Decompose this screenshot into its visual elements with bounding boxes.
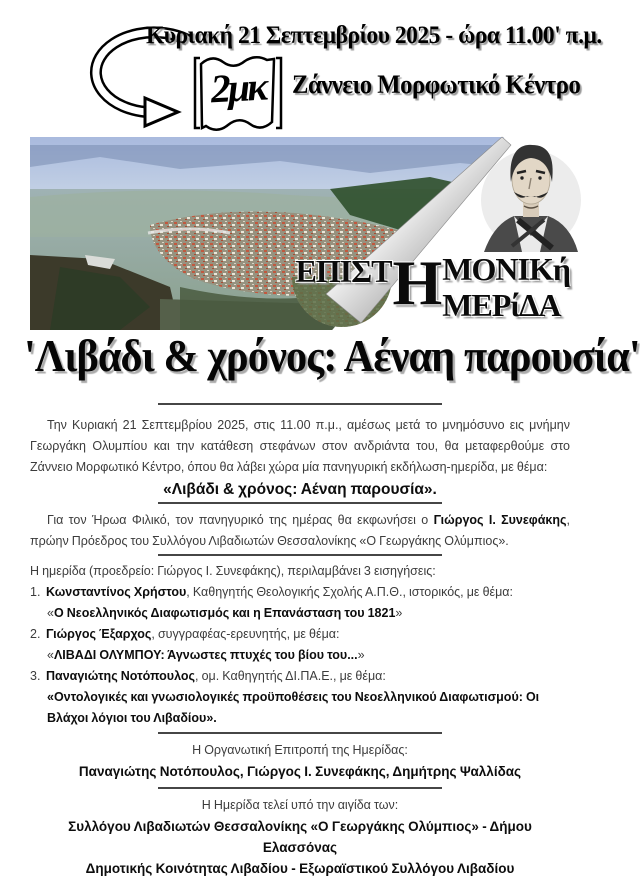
- speech-paragraph: [30, 510, 570, 552]
- agenda-item-theme-line: [30, 687, 570, 729]
- event-datetime: Κυριακή 21 Σεπτεμβρίου 2025 - ώρα 11.00' π.μ.: [146, 22, 602, 49]
- organization-name: Ζάννειο Μορφωτικό Κέντρο: [292, 70, 581, 99]
- event-type-part-bottom: ΜΕΡίΔΑ: [442, 287, 561, 323]
- auspices-line-2: Δημοτικής Κοινότητας Λιβαδίου - Εξωραϊστικού Συλλόγου Λιβαδίου: [85, 861, 515, 876]
- agenda-item-speaker-line: [30, 582, 570, 603]
- agenda-item-2: [30, 624, 570, 666]
- agenda-speaker-role: , συγγραφέας-ερευνητής, με θέμα:: [151, 627, 340, 641]
- quote-close: »: [357, 648, 365, 662]
- divider: [158, 554, 442, 556]
- agenda-speaker-name: Παναγιώτης Νοτόπουλος: [46, 669, 196, 683]
- divider: [158, 732, 442, 734]
- speech-text-after: , πρώην Πρόεδρος του Συλλόγου Λιβαδιωτών Θεσσαλονίκης «Ο Γεωργάκης Ολύμπιος».: [30, 513, 570, 548]
- agenda-item-1: [30, 582, 570, 624]
- agenda-item-number: 3.: [30, 669, 41, 683]
- quote-close: »: [395, 606, 403, 620]
- divider: [158, 787, 442, 789]
- auspices-line-1: Συλλόγου Λιβαδιωτών Θεσσαλονίκης «Ο Γεωργάκης Ολύμπιος» - Δήμου Ελασσόνας: [68, 819, 532, 855]
- agenda-item-3: [30, 666, 570, 729]
- quote-open: «: [47, 648, 54, 662]
- speaker-name: Γιώργος Ι. Συνεφάκης: [433, 513, 567, 527]
- committee-members: Παναγιώτης Νοτόπουλος, Γιώργος Ι. Συνεφάκης, Δημήτρης Ψαλλίδας: [78, 764, 522, 779]
- agenda-speaker-role: , ομ. Καθηγητής ΔΙ.ΠΑ.Ε., με θέμα:: [195, 669, 386, 683]
- agenda-item-theme: ΛΙΒΑΔΙ ΟΛΥΜΠΟΥ: Άγνωστες πτυχές του βίου του...: [53, 648, 358, 662]
- agenda-item-number: 1.: [30, 585, 41, 599]
- agenda-item-theme-line: [30, 603, 570, 624]
- event-theme: «Λιβάδι & χρόνος: Αέναη παρουσία».: [163, 481, 437, 498]
- poster-body: [30, 401, 570, 879]
- zmk-logo-text: 2μκ: [209, 63, 267, 112]
- event-type-part-left: ΕΠΙΣΤ: [295, 253, 392, 289]
- zmk-logo: [192, 52, 284, 138]
- agenda-item-theme: «Οντολογικές και γνωσιολογικές προϋποθέσεις του Νεοελληνικού Διαφωτισμού: Οι Βλάχοι λόγιοι του Λιβαδίου».: [47, 690, 540, 725]
- event-type-label: [295, 247, 570, 323]
- agenda-item-number: 2.: [30, 627, 41, 641]
- speech-text-before: Για τον Ήρωα Φιλικό, τον πανηγυρικό της ημέρας θα εκφωνήσει ο: [47, 513, 434, 527]
- agenda-item-theme: Ο Νεοελληνικός Διαφωτισμός και η Επανάσταση του 1821: [53, 606, 396, 620]
- agenda-heading: Η ημερίδα (προεδρείο: Γιώργος Ι. Συνεφάκης), περιλαμβάνει 3 εισηγήσεις:: [30, 564, 436, 578]
- agenda-speaker-name: Γιώργος Έξαρχος: [46, 627, 152, 641]
- divider: [158, 403, 442, 405]
- event-type-big-letter: Η: [392, 247, 442, 318]
- agenda-item-speaker-line: [30, 624, 570, 645]
- agenda-speaker-role: , Καθηγητής Θεολογικής Σχολής Α.Π.Θ., ιστορικός, με θέμα:: [186, 585, 513, 599]
- agenda-item-speaker-line: [30, 666, 570, 687]
- georgakis-olympios-portrait: [478, 140, 584, 252]
- quote-open: «: [47, 606, 54, 620]
- photo-banner: [30, 137, 570, 330]
- auspices-heading: Η Ημερίδα τελεί υπό την αιγίδα των:: [201, 798, 399, 812]
- agenda-item-theme-line: [30, 645, 570, 666]
- divider: [158, 502, 442, 504]
- committee-heading: Η Οργανωτική Επιτροπή της Ημερίδας:: [192, 743, 408, 757]
- event-type-part-top: ΜΟΝΙΚή: [442, 251, 570, 287]
- agenda-speaker-name: Κωνσταντίνος Χρήστου: [46, 585, 187, 599]
- poster-title: 'Λιβάδι & χρόνος: Αέναη παρουσία': [24, 330, 640, 381]
- intro-paragraph: Την Κυριακή 21 Σεπτεμβρίου 2025, στις 11.00 π.μ., αμέσως μετά το μνημόσυνο εις μνήμην Γεωργάκη Ολυμπίου και την κατάθεση στεφάνων στον ανδριάντα του, θα μεταφερθούμε στο Ζάννειο Μορφωτικό Κέντρο, όπου θα λάβει χώρα μία πανηγυρική εκδήλωση-ημερίδα, με θέμα:: [30, 418, 570, 474]
